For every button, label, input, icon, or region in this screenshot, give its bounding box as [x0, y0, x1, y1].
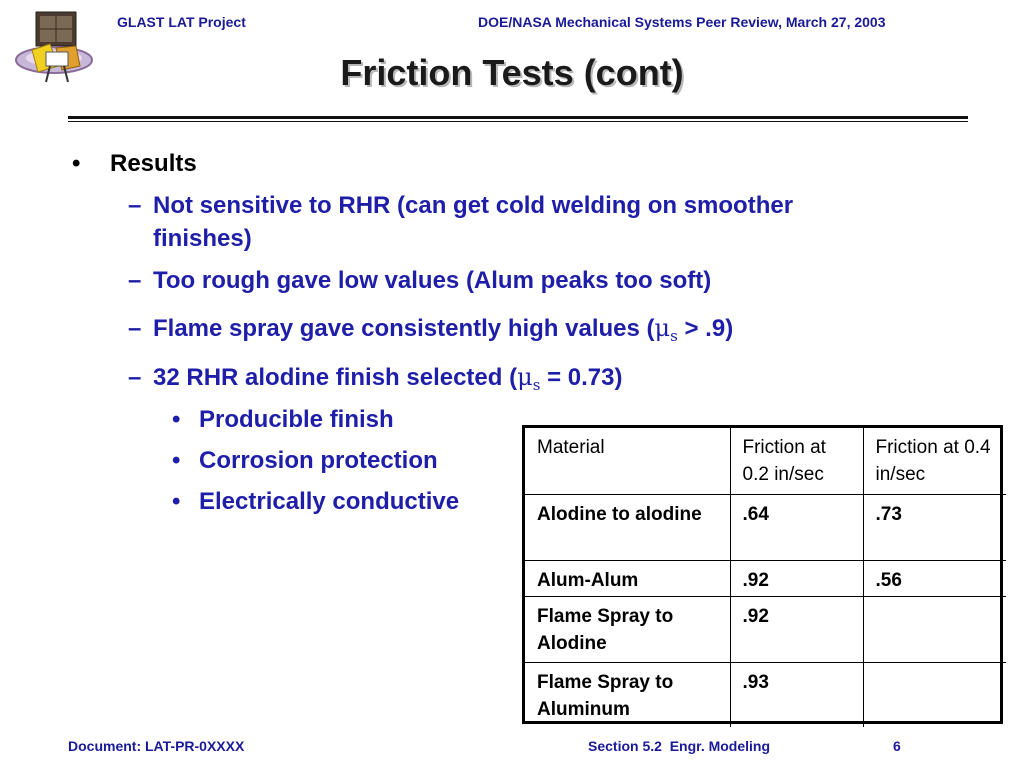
cell-material: Alodine to alodine [525, 494, 730, 560]
leaf-corrosion: Corrosion protection [199, 447, 438, 474]
cell-friction-04 [863, 596, 1006, 662]
sub-bullet-flame-spray [153, 312, 733, 353]
rhr-selected-text: 32 RHR alodine finish selected ( [153, 364, 518, 391]
flame-spray-text: Flame spray gave consistently high values ( [153, 315, 655, 342]
cell-material: Alum-Alum [525, 560, 730, 596]
cell-friction-04: .56 [863, 560, 1006, 596]
leaf-producible: Producible finish [199, 406, 394, 433]
footer-document: Document: LAT-PR-0XXXX [68, 738, 245, 754]
slide-title: Friction Tests (cont) [340, 52, 684, 93]
cell-friction-04: .73 [863, 494, 1006, 560]
friction-table-frame [522, 425, 1003, 724]
mu-symbol: μ [517, 363, 533, 391]
mu-symbol: μ [654, 314, 671, 342]
table-row [525, 560, 1006, 596]
footer-section: Section 5.2 Engr. Modeling [588, 738, 771, 754]
table-header-row [525, 428, 1006, 494]
dash-marker: – [128, 364, 142, 391]
mu-subscript: s [670, 327, 678, 345]
header-review: DOE/NASA Mechanical Systems Peer Review, March 27, 2003 [478, 14, 886, 30]
table-row [525, 596, 1006, 662]
header-cell-friction-02: Friction at 0.2 in/sec [730, 428, 863, 494]
leaf-conductive: Electrically conductive [199, 488, 460, 515]
flame-spray-value: > .9) [677, 315, 734, 342]
header-cell-material: Material [525, 428, 730, 494]
cell-friction-02: .64 [730, 494, 863, 560]
dash-marker: – [128, 192, 142, 219]
friction-table [525, 428, 1006, 727]
cell-friction-02: .92 [730, 596, 863, 662]
mu-subscript: s [532, 376, 541, 394]
title-divider-thin [68, 121, 968, 122]
footer-page-number: 6 [893, 738, 901, 754]
bullet-results: Results [110, 150, 197, 177]
title-divider-thick [68, 116, 968, 119]
sub-bullet-rhr-line2: finishes) [153, 225, 252, 252]
leaf-bullet-marker: • [172, 447, 181, 474]
table-row [525, 494, 1006, 560]
bullet-marker: • [72, 150, 81, 177]
rhr-selected-value: = 0.73) [540, 364, 623, 391]
header-project: GLAST LAT Project [117, 14, 246, 30]
dash-marker: – [128, 267, 142, 294]
dash-marker: – [128, 315, 142, 342]
cell-friction-02: .93 [730, 662, 863, 727]
leaf-bullet-marker: • [172, 406, 181, 433]
cell-material: Flame Spray to Aluminum [525, 662, 730, 727]
sub-bullet-32rhr [153, 361, 622, 402]
sub-bullet-too-rough: Too rough gave low values (Alum peaks too soft) [153, 267, 712, 294]
header-cell-friction-04: Friction at 0.4 in/sec [863, 428, 1006, 494]
table-row [525, 662, 1006, 727]
leaf-bullet-marker: • [172, 488, 181, 515]
cell-material: Flame Spray to Alodine [525, 596, 730, 662]
cell-friction-04 [863, 662, 1006, 727]
sub-bullet-rhr-line1: Not sensitive to RHR (can get cold welding on smoother [153, 192, 794, 219]
cell-friction-02: .92 [730, 560, 863, 596]
